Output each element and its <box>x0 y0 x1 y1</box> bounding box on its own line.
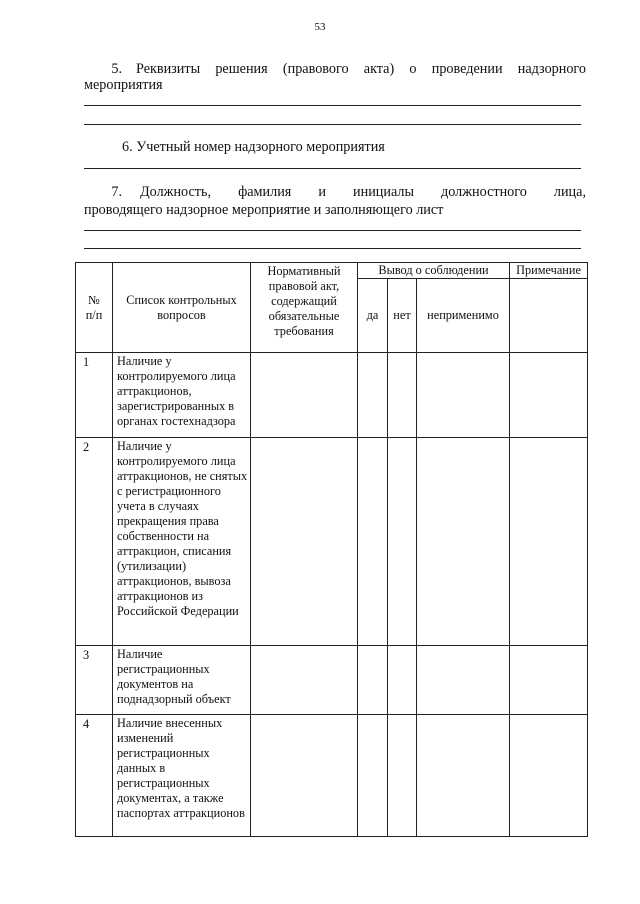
row-normative-cell[interactable] <box>251 715 358 837</box>
row-number: 3 <box>76 646 113 715</box>
row-number: 4 <box>76 715 113 837</box>
section-7-text: Должность, фамилия и инициалы должностного лица, <box>140 184 586 200</box>
header-num <box>76 263 113 353</box>
row-na-cell[interactable] <box>417 438 510 646</box>
row-yes-cell[interactable] <box>358 438 388 646</box>
section-5-line-2: мероприятия <box>84 77 163 93</box>
header-conclusion: Вывод о соблюдении <box>358 263 510 279</box>
section-7-line-1 <box>84 183 586 202</box>
table-row <box>76 715 588 837</box>
row-yes-cell[interactable] <box>358 353 388 438</box>
row-no-cell[interactable] <box>388 353 417 438</box>
row-na-cell[interactable] <box>417 715 510 837</box>
fill-line-6[interactable] <box>84 168 581 169</box>
header-no: нет <box>388 279 417 353</box>
section-7-number: 7. <box>111 184 122 200</box>
row-na-cell[interactable] <box>417 353 510 438</box>
row-normative-cell[interactable] <box>251 438 358 646</box>
row-question: Наличие у контролируемого лица аттракционов, зарегистрированных в органах гостехнадзора <box>113 353 251 438</box>
fill-line-7b[interactable] <box>84 248 581 249</box>
row-yes-cell[interactable] <box>358 646 388 715</box>
table-row <box>76 438 588 646</box>
row-normative-cell[interactable] <box>251 353 358 438</box>
header-normative-text: Нормативный правовой акт, содержащий обязательные требования <box>267 264 341 338</box>
header-yes: да <box>358 279 388 353</box>
fill-line-5a[interactable] <box>84 105 581 106</box>
row-no-cell[interactable] <box>388 646 417 715</box>
header-na: неприменимо <box>417 279 510 353</box>
header-normative <box>251 263 358 353</box>
header-row-1 <box>76 263 588 279</box>
row-number: 1 <box>76 353 113 438</box>
page-number: 53 <box>314 21 326 33</box>
row-note-cell[interactable] <box>510 438 588 646</box>
header-num-text: № п/п <box>85 292 103 322</box>
row-number: 2 <box>76 438 113 646</box>
row-na-cell[interactable] <box>417 646 510 715</box>
section-5-number: 5. <box>111 61 122 77</box>
header-note: Примечание <box>510 263 588 279</box>
row-normative-cell[interactable] <box>251 646 358 715</box>
row-question: Наличие регистрационных документов на поднадзорный объект <box>113 646 251 715</box>
row-note-cell[interactable] <box>510 646 588 715</box>
section-5-text: Реквизиты решения (правового акта) о проведении надзорного <box>136 61 586 77</box>
section-6-text: 6. Учетный номер надзорного мероприятия <box>122 139 385 155</box>
row-question: Наличие внесенных изменений регистрационных данных в регистрационных документах, а также паспортах аттракционов <box>113 715 251 837</box>
table-row <box>76 353 588 438</box>
row-note-cell[interactable] <box>510 715 588 837</box>
row-question: Наличие у контролируемого лица аттракционов, не снятых с регистрационного учета в случаях прекращения права собственности на аттракцион, списания (утилизации) аттракционов, вывоза аттракционов из Российской Федерации <box>113 438 251 646</box>
row-no-cell[interactable] <box>388 438 417 646</box>
section-7-line-2: проводящего надзорное мероприятие и заполняющего лист <box>84 202 444 218</box>
header-questions-text: Список контрольных вопросов <box>126 292 237 322</box>
row-yes-cell[interactable] <box>358 715 388 837</box>
fill-line-5b[interactable] <box>84 124 581 125</box>
header-questions <box>113 263 251 353</box>
fill-line-7a[interactable] <box>84 230 581 231</box>
checklist-table <box>75 262 588 837</box>
row-no-cell[interactable] <box>388 715 417 837</box>
header-note-blank <box>510 279 588 353</box>
table-row <box>76 646 588 715</box>
row-note-cell[interactable] <box>510 353 588 438</box>
